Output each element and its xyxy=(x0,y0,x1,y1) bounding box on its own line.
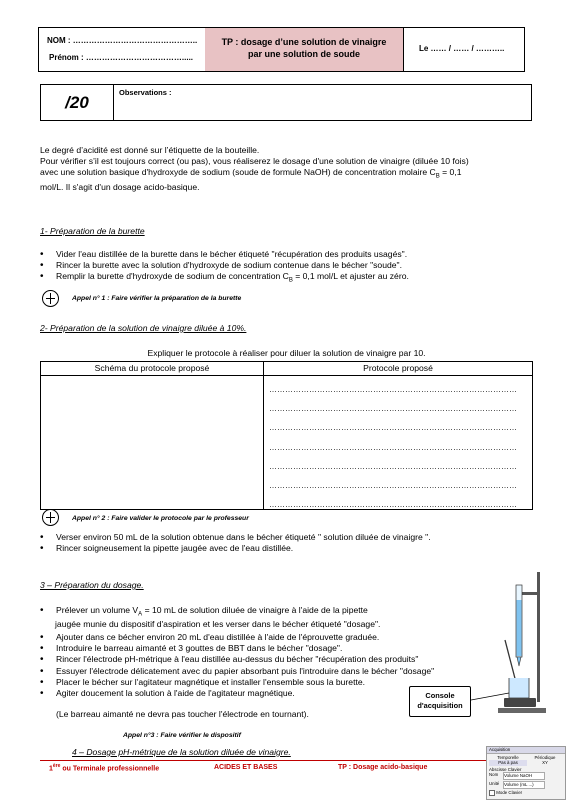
score-label: /20 xyxy=(41,85,114,120)
title-line-1: TP : dosage d’une solution de vinaigre xyxy=(221,37,387,47)
observations-label: Observations : xyxy=(119,88,172,97)
protocol-header: Protocole proposé xyxy=(264,362,532,376)
list-item: • Rincer l'électrode pH-métrique à l'eau distillée au-dessus du bécher "récupération des produits" xyxy=(56,654,506,665)
intro-text xyxy=(40,145,540,193)
intro-line-3-end: = 0,1 xyxy=(439,167,462,178)
intro-line-3-text: avec une solution basique d'hydroxyde de sodium (soude de formule NaOH) de concentration molaire C xyxy=(40,167,436,178)
mode-clavier-checkbox[interactable] xyxy=(489,790,495,796)
tab-temporelle[interactable]: Temporelle xyxy=(497,754,519,760)
dotted-line: ………………………………………………………………………………… xyxy=(269,461,517,471)
nom-input[interactable]: Volume NaOH xyxy=(503,772,545,780)
footer-level-num: 1 xyxy=(49,765,53,773)
list-item-text: Remplir la burette d'hydroxyde de sodium de concentration C xyxy=(56,271,289,282)
section2-title: 2- Préparation de la solution de vinaigre diluée à 10%. xyxy=(40,323,247,333)
section1-bullets xyxy=(40,249,556,286)
console-connector xyxy=(471,690,511,710)
grade-box xyxy=(40,84,532,121)
section2-instruction: Expliquer le protocole à réaliser pour diluer la solution de vinaigre par 10. xyxy=(147,348,426,358)
mode-tabs xyxy=(487,754,565,767)
list-item-text-end: = 0,1 mol/L et ajuster au zéro. xyxy=(292,271,409,282)
intro-line-3 xyxy=(40,167,540,182)
footer-level-sup: ère xyxy=(52,763,61,769)
footer-level-text: ou Terminale professionnelle xyxy=(60,765,160,773)
list-item: • Rincer soigneusement la pipette jaugée avec de l'eau distillée. xyxy=(56,543,556,554)
section2-bullets xyxy=(40,532,556,554)
call-3: Appel n°3 : Faire vérifier le dispositif xyxy=(123,732,241,739)
nom-field[interactable]: NOM : ……………………………………….. xyxy=(47,36,198,45)
list-item: • Rincer la burette avec la solution d'hydroxyde de sodium contenue dans le bécher "soude". xyxy=(56,260,556,271)
cb-sub: B xyxy=(288,278,293,285)
list-item: • Placer le bécher sur l'agitateur magnétique et installer l'ensemble sous la burette. xyxy=(56,677,506,688)
mode-clavier-label: Mode Clavier xyxy=(496,789,523,795)
mode-clavier-row xyxy=(487,789,565,797)
burette-liquid xyxy=(517,600,522,656)
abscissa-label: Abscisse Clavier xyxy=(489,766,522,772)
acquisition-window xyxy=(486,746,566,800)
beaker xyxy=(509,678,529,698)
name-cell xyxy=(39,28,206,71)
call-2: Appel n° 2 : Faire valider le protocole par le professeur xyxy=(72,515,249,522)
window-title: Acquisition xyxy=(487,747,565,754)
section1-title: 1- Préparation de la burette xyxy=(40,226,145,236)
call-hand-icon xyxy=(42,509,59,526)
header-box xyxy=(38,27,525,72)
section4-title: 4 – Dosage pH-métrique de la solution diluée de vinaigre. xyxy=(72,747,291,757)
section3-bullets xyxy=(40,605,506,620)
list-item: • Introduire le barreau aimanté et 3 gouttes de BBT dans le bécher "dosage". xyxy=(56,643,506,654)
list-item xyxy=(56,605,506,620)
intro-cb-sub: B xyxy=(435,174,440,181)
dotted-line: ………………………………………………………………………………… xyxy=(269,385,517,394)
schema-header: Schéma du protocole proposé xyxy=(41,362,264,376)
nom-row xyxy=(487,772,565,780)
list-item xyxy=(56,271,556,286)
dotted-line: ………………………………………………………………………………… xyxy=(269,442,517,452)
section3-note: (Le barreau aimanté ne devra pas toucher l'électrode en tournant). xyxy=(56,709,309,719)
va-sub: A xyxy=(138,611,143,618)
call-1: Appel n° 1 : Faire vérifier la préparation de la burette xyxy=(72,295,242,302)
dotted-line: ………………………………………………………………………………… xyxy=(269,404,517,414)
list-item-text: Prélever un volume V xyxy=(56,605,139,615)
schema-cell[interactable] xyxy=(41,376,264,509)
dotted-line: ………………………………………………………………………………… xyxy=(269,500,517,510)
stand-rod xyxy=(537,572,540,702)
protocol-table xyxy=(40,361,533,510)
section3-bullet1-cont: jaugée munie du dispositif d'aspiration et les verser dans le bécher étiqueté "dosage". xyxy=(55,619,381,629)
intro-line-1: Le degré d’acidité est donné sur l’étiquette de la bouteille. xyxy=(40,145,260,155)
tab-xy[interactable]: XY xyxy=(542,760,548,766)
prenom-field[interactable]: Prénom : ………………………………..... xyxy=(49,53,194,62)
section3-title: 3 – Préparation du dosage. xyxy=(40,580,144,590)
list-item: • Essuyer l'électrode délicatement avec du papier absorbant puis l'introduire dans le bécher "dosage" xyxy=(56,666,506,677)
title-cell xyxy=(205,28,404,71)
nom-label: Nom xyxy=(489,772,499,778)
call-hand-icon xyxy=(42,290,59,307)
dotted-line: ………………………………………………………………………………… xyxy=(269,481,517,491)
console-label xyxy=(409,686,471,717)
footer-right: TP : Dosage acido-basique xyxy=(338,764,428,771)
burette-tip xyxy=(517,657,521,666)
intro-line-4: mol/L. Il s'agit d'un dosage acido-basique. xyxy=(40,181,200,192)
date-field[interactable]: Le …… / …… / ……….. xyxy=(419,44,505,53)
unite-row xyxy=(487,781,565,789)
list-item: • Vider l'eau distillée de la burette dans le bécher étiqueté "récupération des produits usagés". xyxy=(56,249,556,260)
footer-left xyxy=(49,763,159,773)
intro-line-2: Pour vérifier s’il est toujours correct (ou pas), vous réaliserez le dosage d'une solution de vinaigre (diluée 10 fois) xyxy=(40,156,469,167)
unite-label: Unité xyxy=(489,780,500,786)
title-line-2: par une solution de soude xyxy=(247,49,360,59)
console-label-1: Console xyxy=(425,691,455,700)
list-item: • Agiter doucement la solution à l'aide de l'agitateur magnétique. xyxy=(56,688,506,699)
unite-select[interactable]: Volume (mL ...) xyxy=(503,781,545,789)
protocol-cell[interactable] xyxy=(269,380,531,514)
tab-pas-a-pas[interactable]: Pas à pas xyxy=(489,760,527,766)
footer-center: ACIDES ET BASES xyxy=(214,764,278,771)
dotted-line: ………………………………………………………………………………… xyxy=(269,423,517,433)
console-label-2: d'acquisition xyxy=(417,701,463,710)
list-item-text-end: = 10 mL de solution diluée de vinaigre à l'aide de la pipette xyxy=(142,605,368,615)
tab-periodique[interactable]: Périodique xyxy=(534,754,556,760)
list-item: • Ajouter dans ce bécher environ 20 mL d'eau distillée à l'aide de l'éprouvette graduée. xyxy=(56,632,506,643)
list-item: • Verser environ 50 mL de la solution obtenue dans le bécher étiqueté " solution diluée de vinaigre ". xyxy=(56,532,556,543)
footer-rule xyxy=(40,760,486,761)
